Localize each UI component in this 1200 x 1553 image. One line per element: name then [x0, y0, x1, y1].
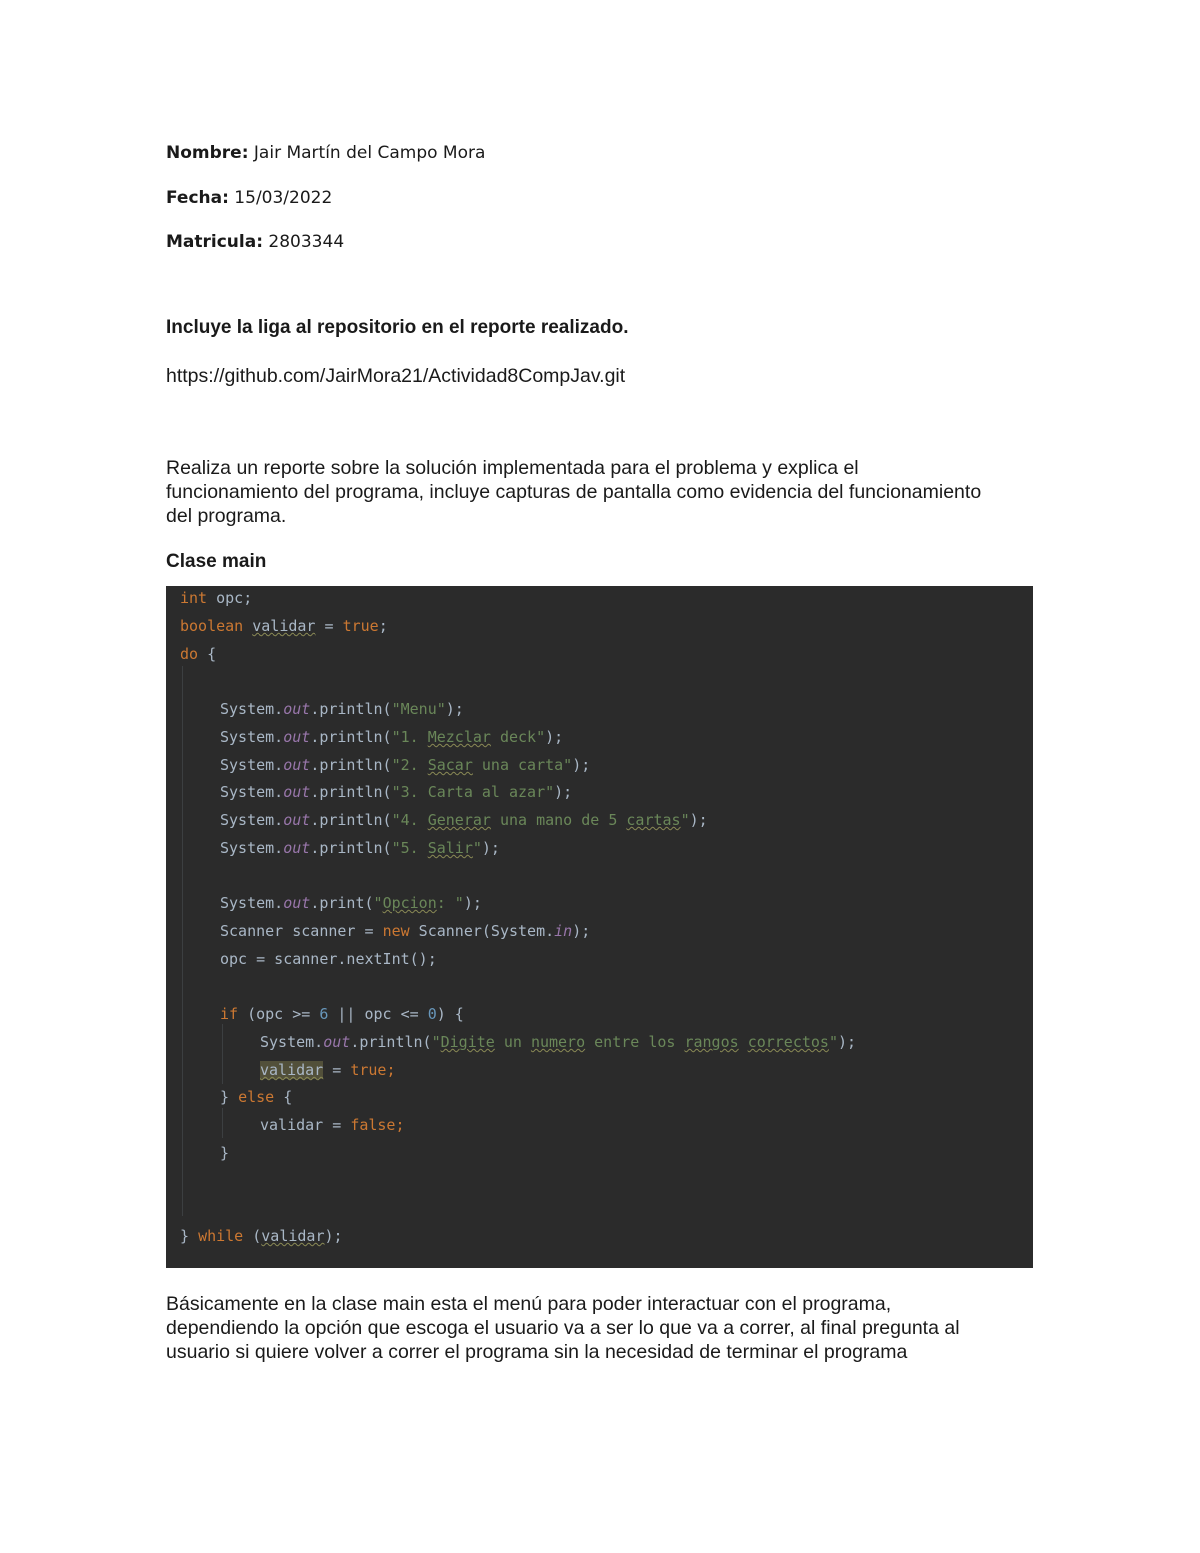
repo-url-text[interactable]: https://github.com/JairMora21/Actividad8CompJav.git	[166, 365, 626, 387]
report-prompt-line: Realiza un reporte sobre la solución implementada para el problema y explica el	[166, 457, 859, 479]
code-line-println-3: System.out.println("3. Carta al azar");	[220, 783, 573, 801]
code-line-validar-false: validar = false;	[260, 1116, 405, 1134]
code-line-3: do {	[180, 645, 217, 663]
matricula-label: Matricula:	[166, 232, 264, 252]
indent-guide	[222, 1108, 223, 1138]
repo-url[interactable]	[166, 364, 1046, 388]
section-title: Clase main	[166, 551, 267, 572]
code-line-println-2: System.out.println("2. Sacar una carta");	[220, 756, 591, 774]
code-line-2: boolean validar = true;	[180, 617, 388, 635]
report-prompt	[166, 456, 1046, 528]
indent-guide	[222, 1024, 223, 1084]
code-line-else: } else {	[220, 1088, 293, 1106]
matricula-value: 2803344	[263, 232, 345, 252]
nombre-value: Jair Martín del Campo Mora	[248, 143, 486, 163]
code-line-if: if (opc >= 6 || opc <= 0) {	[220, 1005, 464, 1023]
repo-heading: Incluye la liga al repositorio en el reporte realizado.	[166, 317, 629, 338]
indent-guide	[182, 666, 183, 1216]
code-line-print-opcion: System.out.print("Opcion: ");	[220, 894, 482, 912]
code-line-while: } while (validar);	[180, 1227, 343, 1245]
matricula-field	[166, 232, 344, 252]
explanation	[166, 1292, 1046, 1364]
code-line-println-menu: System.out.println("Menu");	[220, 700, 464, 718]
code-line-scanner: Scanner scanner = new Scanner(System.in);	[220, 922, 591, 940]
fecha-field	[166, 188, 332, 208]
nombre-field	[166, 143, 485, 163]
code-line-println-error: System.out.println("Digite un numero entre los rangos correctos");	[260, 1033, 857, 1051]
fecha-label: Fecha:	[166, 188, 229, 208]
code-line-nextint: opc = scanner.nextInt();	[220, 950, 437, 968]
report-prompt-line: del programa.	[166, 505, 287, 527]
nombre-label: Nombre:	[166, 143, 249, 163]
report-prompt-line: funcionamiento del programa, incluye capturas de pantalla como evidencia del funcionamiento	[166, 481, 982, 503]
code-line-println-4: System.out.println("4. Generar una mano de 5 cartas");	[220, 811, 708, 829]
code-line-validar-true: validar = true;	[260, 1061, 396, 1079]
code-line-1: int opc;	[180, 589, 253, 607]
explanation-line: dependiendo la opción que escoga el usuario va a ser lo que va a correr, al final pregunta al	[166, 1317, 960, 1339]
code-screenshot	[166, 586, 1033, 1268]
code-line-close-brace: }	[220, 1144, 230, 1162]
explanation-line: usuario si quiere volver a correr el programa sin la necesidad de terminar el programa	[166, 1341, 908, 1363]
fecha-value: 15/03/2022	[228, 188, 333, 208]
code-line-println-5: System.out.println("5. Salir");	[220, 839, 500, 857]
code-line-println-1: System.out.println("1. Mezclar deck");	[220, 728, 564, 746]
explanation-line: Básicamente en la clase main esta el menú para poder interactuar con el programa,	[166, 1293, 892, 1315]
